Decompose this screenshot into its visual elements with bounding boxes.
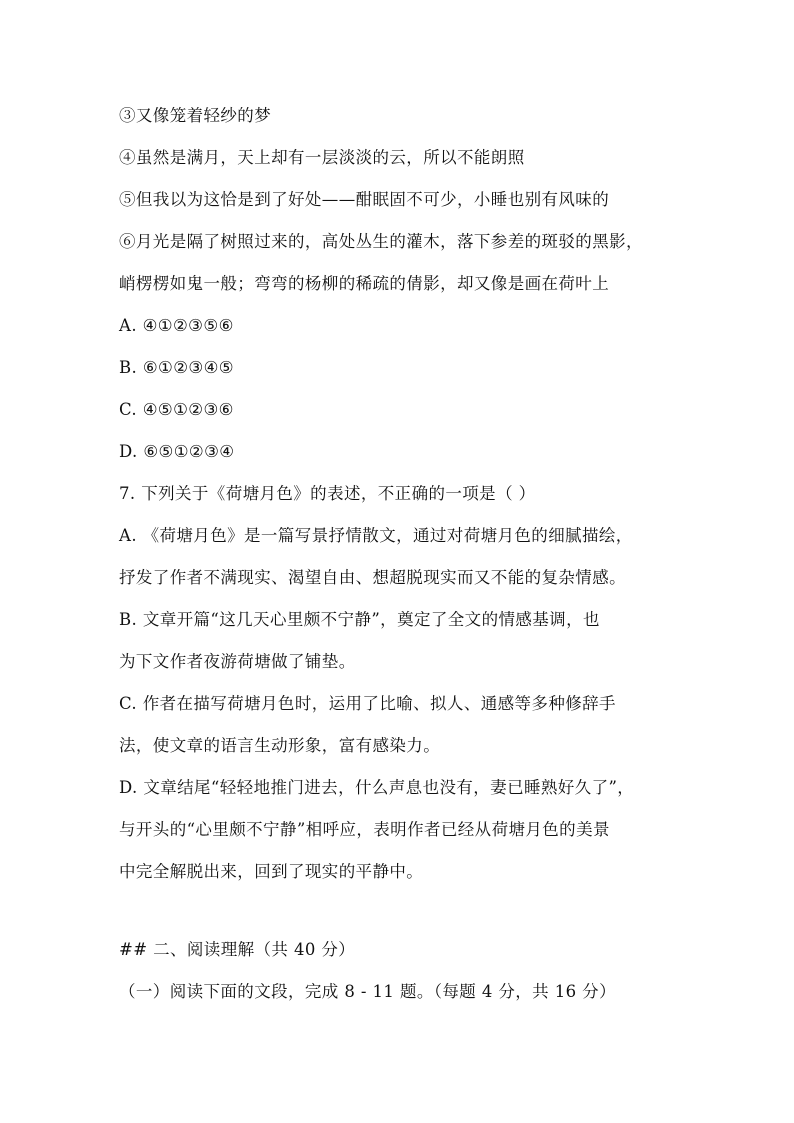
sort-sentence-5: ⑤但我以为这恰是到了好处——酣眠固不可少，小睡也别有风味的 [119,190,610,209]
q6-option-b: B. ⑥①②③④⑤ [119,358,234,377]
q7-option-b: B. 文章开篇“这几天心里颇不宁静”，奠定了全文的情感基调，也 [119,610,600,629]
sort-sentence-6-cont: 峭楞楞如鬼一般；弯弯的杨柳的稀疏的倩影，却又像是画在荷叶上 [119,274,610,293]
q7-option-d-cont-1: 与开头的“心里颇不宁静”相呼应，表明作者已经从荷塘月色的美景 [119,820,610,839]
q7-option-a: A. 《荷塘月色》是一篇写景抒情散文，通过对荷塘月色的细腻描绘， [119,526,633,545]
subsection-instruction: （一）阅读下面的文段，完成 8 - 11 题。（每题 4 分，共 16 分） [119,982,616,1001]
q7-option-d: D. 文章结尾“轻轻地推门进去，什么声息也没有，妻已睡熟好久了”， [119,778,635,797]
sort-sentence-6: ⑥月光是隔了树照过来的，高处丛生的灌木，落下参差的斑驳的黑影， [119,232,643,251]
q6-option-d: D. ⑥⑤①②③④ [119,442,235,461]
question-7-stem: 7. 下列关于《荷塘月色》的表述，不正确的一项是（ ） [119,484,536,503]
q7-option-a-cont: 抒发了作者不满现实、渴望自由、想超脱现实而又不能的复杂情感。 [119,568,626,587]
q6-option-a: A. ④①②③⑤⑥ [119,316,234,335]
q7-option-c-cont: 法，使文章的语言生动形象，富有感染力。 [119,736,441,755]
q7-option-b-cont: 为下文作者夜游荷塘做了铺垫。 [119,652,356,671]
sort-sentence-3: ③又像笼着轻纱的梦 [119,106,272,125]
q7-option-c: C. 作者在描写荷塘月色时，运用了比喻、拟人、通感等多种修辞手 [119,694,616,713]
section-heading: ## 二、阅读理解（共 40 分） [119,940,356,959]
sort-sentence-4: ④虽然是满月，天上却有一层淡淡的云，所以不能朗照 [119,148,525,167]
q7-option-d-cont-2: 中完全解脱出来，回到了现实的平静中。 [119,862,424,881]
q6-option-c: C. ④⑤①②③⑥ [119,400,234,419]
